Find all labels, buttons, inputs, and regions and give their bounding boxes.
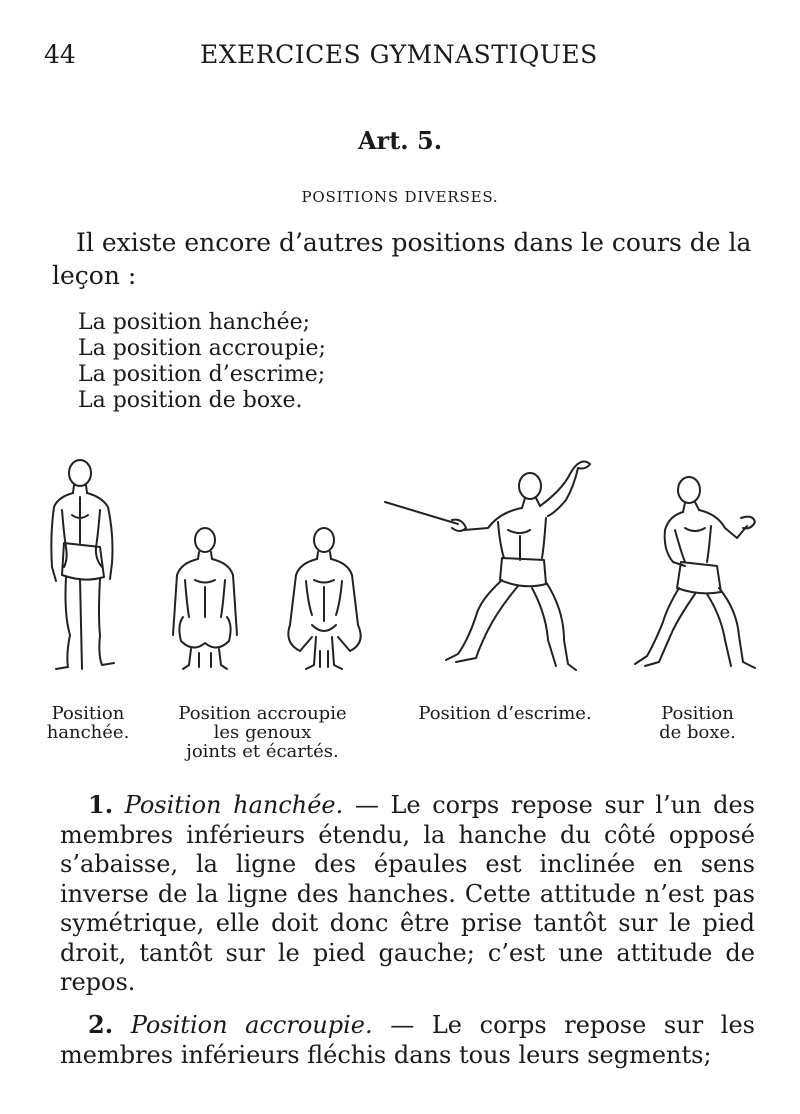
figure-position-accroupie-genoux-joints <box>165 525 245 675</box>
caption-escrime <box>400 704 610 723</box>
caption-line: hanchée. <box>46 722 130 743</box>
paragraph-text: — Le corps repose sur les membres inférieurs fléchis dans tous leurs segments; <box>60 1011 755 1069</box>
figure-position-hanchee <box>40 455 130 675</box>
caption-hanchee <box>38 704 138 742</box>
caption-line: de boxe. <box>659 722 736 743</box>
caption-line: Position <box>661 703 734 724</box>
figure-position-accroupie-genoux-ecartes <box>280 525 370 675</box>
caption-line: Position d’escrime. <box>418 703 592 724</box>
list-item: La position de boxe. <box>78 388 303 413</box>
paragraph-number: 2. <box>88 1010 114 1039</box>
figure-position-escrime <box>380 450 610 680</box>
list-item: La position d’escrime; <box>78 362 326 387</box>
paragraph-position-hanchee <box>60 790 755 998</box>
caption-accroupie <box>160 704 365 761</box>
paragraph-title: Position hanchée. <box>124 791 344 819</box>
intro-paragraph: Il existe encore d’autres positions dans le cours de la leçon : <box>52 228 752 290</box>
running-head: EXERCICES GYMNASTIQUES <box>200 40 598 69</box>
caption-line: les genoux <box>213 722 312 743</box>
list-item: La position accroupie; <box>78 336 326 361</box>
caption-boxe <box>640 704 755 742</box>
list-item: La position hanchée; <box>78 310 311 335</box>
caption-line: Position accroupie <box>178 703 347 724</box>
page-number: 44 <box>44 40 76 69</box>
section-heading: POSITIONS DIVERSES. <box>301 188 499 206</box>
paragraph-position-accroupie <box>60 1010 755 1070</box>
article-title: Art. 5. <box>357 126 443 155</box>
paragraph-title: Position accroupie. <box>130 1011 373 1039</box>
figure-position-boxe <box>625 470 765 680</box>
paragraph-number: 1. <box>88 790 114 819</box>
caption-line: Position <box>51 703 125 724</box>
position-list <box>78 310 326 414</box>
caption-line: joints et écartés. <box>186 741 339 762</box>
paragraph-text: — Le corps repose sur l’un des membres inférieurs étendu, la hanche du côté opposé s’abaisse, la ligne des épaules est inclinée en sens inverse de la ligne des hanches. Cette attitude n’est pas symétrique, elle doit donc être prise tantôt sur le pied droit, tantôt sur le pied gauche; c’est une attitude de repos. <box>60 791 755 996</box>
